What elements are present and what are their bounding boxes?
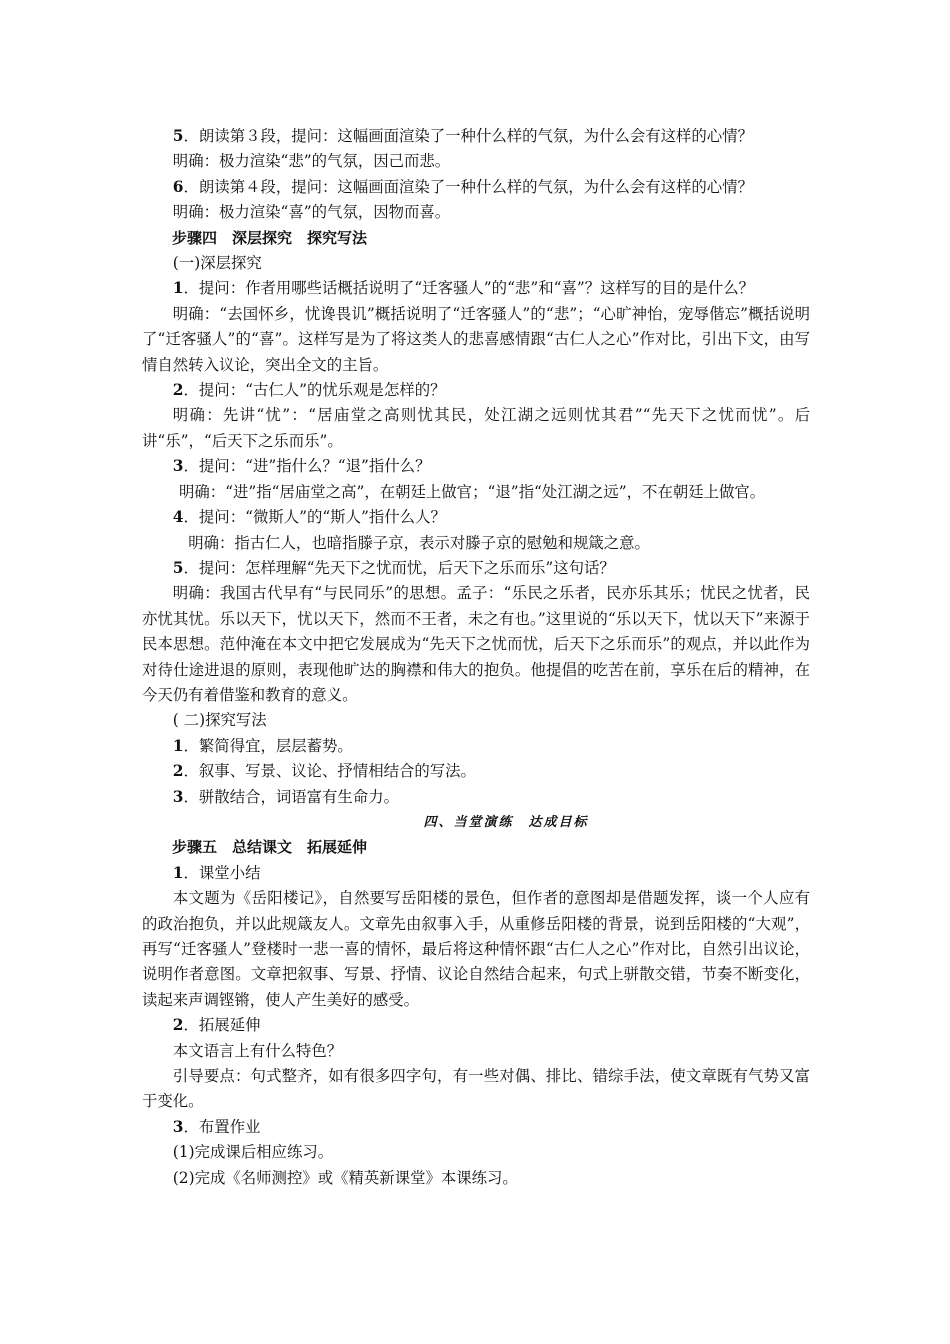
deep-question-2: 2．提问：“古仁人”的忧乐观是怎样的？ bbox=[172, 381, 446, 400]
summary-heading: 1．课堂小结 bbox=[172, 863, 261, 882]
homework-item-2: (2)完成《名师测控》或《精英新课堂》本课练习。 bbox=[172, 1168, 518, 1187]
deep-question-4: 4．提问：“微斯人”的“斯人”指什么人？ bbox=[172, 508, 446, 527]
document-page bbox=[142, 124, 810, 1191]
deep-question-3: 3．提问：“进”指什么？“退”指什么？ bbox=[172, 457, 431, 476]
homework-item-1: (1)完成课后相应练习。 bbox=[172, 1143, 334, 1162]
extension-answer: 引导要点：句式整齐，如有很多四字句，有一些对偶、排比、错综手法，使文章既有气势又富于变化。 bbox=[142, 1067, 810, 1111]
deep-question-1: 1．提问：作者用哪些话概括说明了“迁客骚人”的“悲”和“喜”？这样写的目的是什么？ bbox=[172, 279, 755, 298]
deep-question-5: 5．提问：怎样理解“先天下之忧而忧，后天下之乐而乐”这句话？ bbox=[172, 558, 615, 577]
deep-answer-1: 明确：“去国怀乡，忧谗畏讥”概括说明了“迁客骚人”的“悲”；“心旷神怡，宠辱偕忘”概括说明了“迁客骚人”的“喜”。这样写是为了将这类人的悲喜感情跟“古仁人之心”作对比，引出下文，由写情自然转入议论，突出全文的主旨。 bbox=[142, 304, 810, 374]
deep-answer-3: 明确：“进”指“居庙堂之高”，在朝廷上做官；“退”指“处江湖之远”，不在朝廷上做官。 bbox=[178, 482, 766, 501]
deep-answer-2: 明确：先讲“忧”：“居庙堂之高则忧其民，处江湖之远则忧其君”“先天下之忧而忧”。后讲“乐”，“后天下之乐而乐”。 bbox=[142, 406, 810, 450]
answer-5: 明确：极力渲染“悲”的气氛，因己而悲。 bbox=[172, 152, 451, 171]
writing-method-2: 2．叙事、写景、议论、抒情相结合的写法。 bbox=[172, 762, 476, 781]
question-5: 5．朗读第３段，提问：这幅画面渲染了一种什么样的气氛，为什么会有这样的心情？ bbox=[172, 127, 753, 145]
deep-answer-5: 明确：我国古代早有“与民同乐”的思想。孟子：“乐民之乐者，民亦乐其乐；忧民之忧者，民亦忧其忧。乐以天下，忧以天下，然而不王者，未之有也。”这里说的“乐以天下，忧以天下”来源于民本思想。范仲淹在本文中把它发展成为“先天下之忧而忧，后天下之乐而乐”的观点，并以此作为对待仕途进退的原则，表现他旷达的胸襟和伟大的抱负。他提倡的吃苦在前，享乐在后的精神，在今天仍有着借鉴和教育的意义。 bbox=[142, 584, 810, 704]
extension-heading: 2．拓展延伸 bbox=[172, 1016, 261, 1035]
step-4-heading: 步骤四 深层探究 探究写法 bbox=[172, 228, 368, 247]
summary-body: 本文题为《岳阳楼记》，自然要写岳阳楼的景色，但作者的意图却是借题发挥，谈一个人应有的政治抱负，并以此规箴友人。文章先由叙事入手，从重修岳阳楼的背景，说到岳阳楼的“大观”，再写“迁客骚人”登楼时一悲一喜的情怀，最后将这种情怀跟“古仁人之心”作对比，自然引出议论，说明作者意图。文章把叙事、写景、抒情、议论自然结合起来，句式上骈散交错，节奏不断变化，读起来声调铿锵，使人产生美好的感受。 bbox=[142, 889, 810, 1009]
deep-answer-4: 明确：指古仁人，也暗指滕子京，表示对滕子京的慰勉和规箴之意。 bbox=[188, 533, 650, 552]
section-4-title: 四、当堂演练 达成目标 bbox=[423, 814, 589, 830]
question-6: 6．朗读第４段，提问：这幅画面渲染了一种什么样的气氛，为什么会有这样的心情？ bbox=[172, 177, 753, 196]
writing-method-3: 3．骈散结合，词语富有生命力。 bbox=[172, 787, 399, 806]
subheading-deep-inquiry: (一)深层探究 bbox=[172, 254, 262, 273]
step-5-heading: 步骤五 总结课文 拓展延伸 bbox=[172, 838, 368, 857]
subheading-writing-methods: ( 二)探究写法 bbox=[172, 711, 267, 730]
answer-6: 明确：极力渲染“喜”的气氛，因物而喜。 bbox=[172, 203, 451, 222]
homework-heading: 3．布置作业 bbox=[172, 1117, 261, 1136]
writing-method-1: 1．繁简得宜，层层蓄势。 bbox=[172, 736, 353, 755]
extension-question: 本文语言上有什么特色？ bbox=[172, 1041, 343, 1060]
